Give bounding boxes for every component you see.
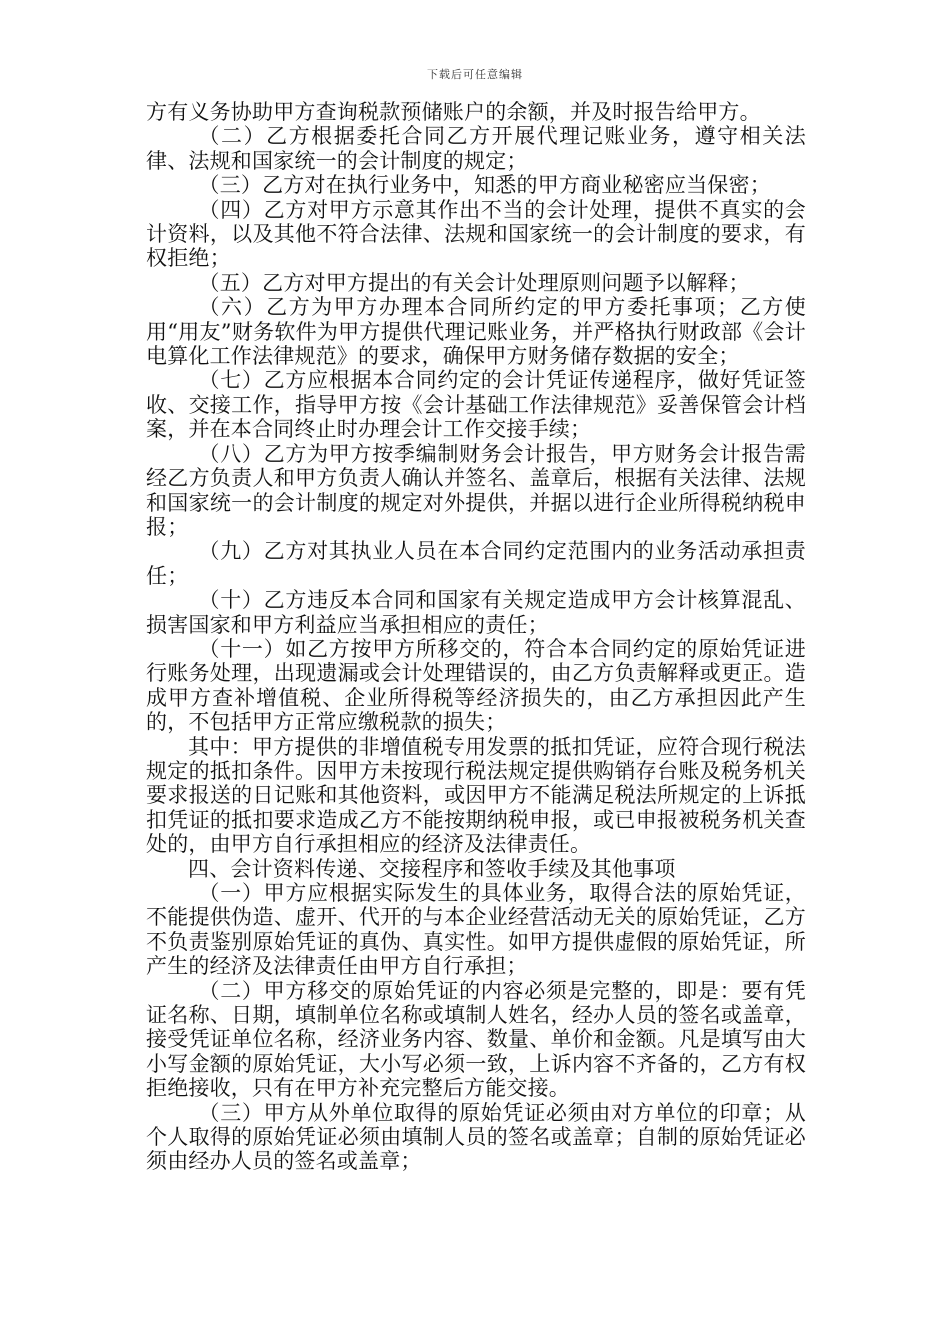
paragraph-section4-item-2: （二）甲方移交的原始凭证的内容必须是完整的，即是：要有凭证名称、日期，填制单位名称或填制人姓名，经办人员的签名或盖章，接受凭证单位名称，经济业务内容、数量、单价和金额。凡是填写由大小写金额的原始凭证，大小写必须一致，上诉内容不齐备的，乙方有权拒绝接收，只有在甲方补充完整后方能交接。 <box>146 978 806 1101</box>
paragraph-item-3: （三）乙方对在执行业务中，知悉的甲方商业秘密应当保密； <box>198 173 771 198</box>
paragraph-item-4: （四）乙方对甲方示意其作出不当的会计处理，提供不真实的会计资料，以及其他不符合法律、法规和国家统一的会计制度的要求，有权拒绝； <box>146 197 806 271</box>
document-body <box>146 100 806 1174</box>
page-header-note: 下载后可任意编辑 <box>427 68 523 81</box>
paragraph-section4-item-3: （三）甲方从外单位取得的原始凭证必须由对方单位的印章；从个人取得的原始凭证必须由填制人员的签名或盖章；自制的原始凭证必须由经办人员的签名或盖章； <box>146 1100 806 1174</box>
paragraph-item-2: （二）乙方根据委托合同乙方开展代理记账业务，遵守相关法律、法规和国家统一的会计制度的规定； <box>146 124 806 173</box>
paragraph-item-7: （七）乙方应根据本合同约定的会计凭证传递程序，做好凭证签收、交接工作，指导甲方按《会计基础工作法律规范》妥善保管会计档案，并在本合同终止时办理会计工作交接手续； <box>146 368 806 442</box>
paragraph-section4-item-1: （一）甲方应根据实际发生的具体业务，取得合法的原始凭证，不能提供伪造、虚开、代开的与本企业经营活动无关的原始凭证，乙方不负责鉴别原始凭证的真伪、真实性。如甲方提供虚假的原始凭证，所产生的经济及法律责任由甲方自行承担； <box>146 881 806 979</box>
paragraph-continuation: 方有义务协助甲方查询税款预储账户的余额，并及时报告给甲方。 <box>146 100 761 124</box>
paragraph-item-8: （八）乙方为甲方按季编制财务会计报告，甲方财务会计报告需经乙方负责人和甲方负责人确认并签名、盖章后，根据有关法律、法规和国家统一的会计制度的规定对外提供，并据以进行企业所得税纳税申报； <box>146 441 806 539</box>
paragraph-item-10: （十）乙方违反本合同和国家有关规定造成甲方会计核算混乱、损害国家和甲方利益应当承担相应的责任； <box>146 588 806 637</box>
paragraph-item-11: （十一）如乙方按甲方所移交的，符合本合同约定的原始凭证进行账务处理，出现遗漏或会计处理错误的，由乙方负责解释或更正。造成甲方查补增值税、企业所得税等经济损失的，由乙方承担因此产生的，不包括甲方正常应缴税款的损失； <box>146 636 806 735</box>
paragraph-item-6: （六）乙方为甲方办理本合同所约定的甲方委托事项；乙方使用“用友”财务软件为甲方提供代理记账业务，并严格执行财政部《会计电算化工作法律规范》的要求，确保甲方财务储存数据的安全； <box>146 295 806 369</box>
paragraph-item-5: （五）乙方对甲方提出的有关会计处理原则问题予以解释； <box>198 270 750 295</box>
paragraph-item-9: （九）乙方对其执业人员在本合同约定范围内的业务活动承担责任； <box>146 539 806 588</box>
paragraph-note: 其中：甲方提供的非增值税专用发票的抵扣凭证，应符合现行税法规定的抵扣条件。因甲方未按现行税法规定提供购销存台账及税务机关要求报送的日记账和其他资料，或因甲方不能满足税法所规定的上诉抵扣凭证的抵扣要求造成乙方不能按期纳税申报，或已申报被税务机关查处的，由甲方自行承担相应的经济及法律责任。 <box>146 734 806 857</box>
section-heading-4: 四、会计资料传递、交接程序和签收手续及其他事项 <box>188 856 676 881</box>
